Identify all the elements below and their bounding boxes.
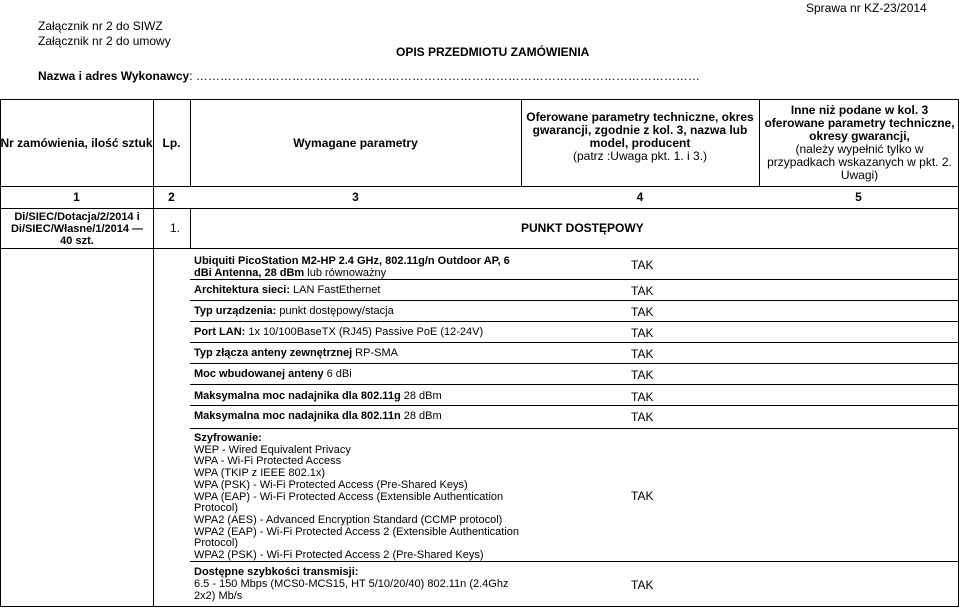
attachment-line-2: Załącznik nr 2 do umowy bbox=[38, 34, 171, 48]
encryption-answer: TAK bbox=[631, 489, 654, 503]
param-label: Typ złącza anteny zewnętrznej bbox=[194, 347, 353, 359]
param-label: Architektura sieci: bbox=[194, 284, 290, 296]
param-row-tx-power-g bbox=[194, 390, 442, 402]
row-lp: 1. bbox=[170, 221, 181, 235]
speeds-value: 6.5 - 150 Mbps (MCS0-MCS15, HT 5/10/20/40) 802.11n (2.4Ghz 2x2) Mb/s bbox=[194, 578, 509, 602]
col-header-other-bold: Inne niż podane w kol. 3 oferowane parametry techniczne, okresy gwarancji, bbox=[764, 103, 955, 143]
contractor-line bbox=[38, 70, 700, 83]
page-title: OPIS PRZEDMIOTU ZAMÓWIENIA bbox=[396, 45, 590, 59]
encryption-item: WPA - Wi-Fi Protected Access bbox=[194, 455, 342, 468]
attachment-line-1: Załącznik nr 2 do SIWZ bbox=[38, 19, 163, 33]
col-header-other bbox=[762, 104, 957, 182]
col-number-4: 4 bbox=[636, 190, 644, 204]
param-answer: TAK bbox=[631, 258, 654, 272]
param-row-model bbox=[194, 255, 524, 279]
encryption-item: WPA (TKIP z IEEE 802.1x) bbox=[194, 467, 326, 480]
param-answer: TAK bbox=[631, 347, 654, 361]
param-value: RP-SMA bbox=[352, 347, 398, 359]
speeds-label: Dostępne szybkości transmisji: bbox=[194, 566, 359, 578]
contractor-label: Nazwa i adres Wykonawcy bbox=[38, 69, 190, 83]
col-header-lp: Lp. bbox=[162, 136, 181, 150]
speeds-answer: TAK bbox=[631, 578, 654, 592]
param-answer: TAK bbox=[631, 305, 654, 319]
param-label: Maksymalna moc nadajnika dla 802.11g bbox=[194, 390, 401, 402]
param-row-tx-power-n bbox=[194, 410, 442, 422]
section-title: PUNKT DOSTĘPOWY bbox=[521, 221, 644, 235]
col-header-offered-bold: Oferowane parametry techniczne, okres gwarancji, zgodnie z kol. 3, nazwa lub model, producent bbox=[526, 110, 754, 150]
encryption-label: Szyfrowanie: bbox=[194, 432, 262, 444]
param-label: Moc wbudowanej anteny bbox=[194, 368, 324, 380]
encryption-item: WPA2 (PSK) - Wi-Fi Protected Access 2 (Pre-Shared Keys) bbox=[194, 549, 484, 562]
encryption-item: WPA (PSK) - Wi-Fi Protected Access (Pre-Shared Keys) bbox=[194, 478, 468, 491]
col-number-2: 2 bbox=[168, 190, 175, 204]
param-label: Maksymalna moc nadajnika dla 802.11n bbox=[194, 410, 401, 422]
encryption-item: WEP - Wired Equivalent Privacy bbox=[194, 443, 351, 456]
col-number-1: 1 bbox=[73, 190, 80, 204]
col-number-3: 3 bbox=[352, 190, 359, 204]
param-answer: TAK bbox=[631, 284, 654, 298]
case-number: Sprawa nr KZ-23/2014 bbox=[806, 1, 927, 15]
param-label: Typ urządzenia: bbox=[194, 305, 277, 317]
encryption-item: WPA (EAP) - Wi-Fi Protected Access (Extensible Authentication Protocol) bbox=[194, 490, 504, 515]
col-header-offered bbox=[525, 111, 755, 163]
param-value: punkt dostępowy/stacja bbox=[276, 305, 394, 317]
encryption-item: WPA2 (EAP) - Wi-Fi Protected Access 2 (Extensible Authentication Protocol) bbox=[194, 525, 520, 550]
param-value: 1x 10/100BaseTX (RJ45) Passive PoE (12-24V) bbox=[245, 326, 484, 338]
param-row-lan-port bbox=[194, 326, 483, 338]
param-answer: TAK bbox=[631, 410, 654, 424]
param-row-speeds bbox=[194, 566, 524, 602]
param-row-architecture bbox=[194, 284, 380, 296]
param-answer: TAK bbox=[631, 390, 654, 404]
col-number-5: 5 bbox=[855, 190, 862, 204]
col-header-other-note: (należy wypełnić tylko w przypadkach wskazanych w pkt. 2. Uwagi) bbox=[767, 142, 952, 182]
order-number: Di/SIEC/Dotacja/2/2014 i Di/SIEC/Własne/1/2014 — 40 szt. bbox=[10, 211, 144, 247]
contractor-value: : ……………………………………………………………………………………………………………… bbox=[189, 69, 700, 83]
param-row-encryption bbox=[194, 433, 524, 562]
param-label: Ubiquiti PicoStation M2-HP 2.4 GHz, 802.11g/n Outdoor AP, 6 dBi Antenna, 28 dBm bbox=[194, 255, 510, 279]
encryption-item: WPA2 (AES) - Advanced Encryption Standard (CCMP protocol) bbox=[194, 513, 503, 526]
col-header-order: Nr zamówienia, ilość sztuk bbox=[0, 136, 153, 150]
param-row-antenna-connector bbox=[194, 347, 398, 359]
param-value: lub równoważny bbox=[304, 267, 387, 279]
col-header-offered-note: (patrz :Uwaga pkt. 1. i 3.) bbox=[572, 149, 708, 163]
param-row-device-type bbox=[194, 305, 394, 317]
param-label: Port LAN: bbox=[194, 326, 246, 338]
param-value: 28 dBm bbox=[400, 390, 442, 402]
param-value: LAN FastEthernet bbox=[289, 284, 381, 296]
param-answer: TAK bbox=[631, 368, 654, 382]
param-value: 28 dBm bbox=[400, 410, 442, 422]
param-row-antenna-gain bbox=[194, 368, 352, 380]
param-answer: TAK bbox=[631, 326, 654, 340]
col-header-required: Wymagane parametry bbox=[293, 136, 418, 150]
param-value: 6 dBi bbox=[323, 368, 352, 380]
